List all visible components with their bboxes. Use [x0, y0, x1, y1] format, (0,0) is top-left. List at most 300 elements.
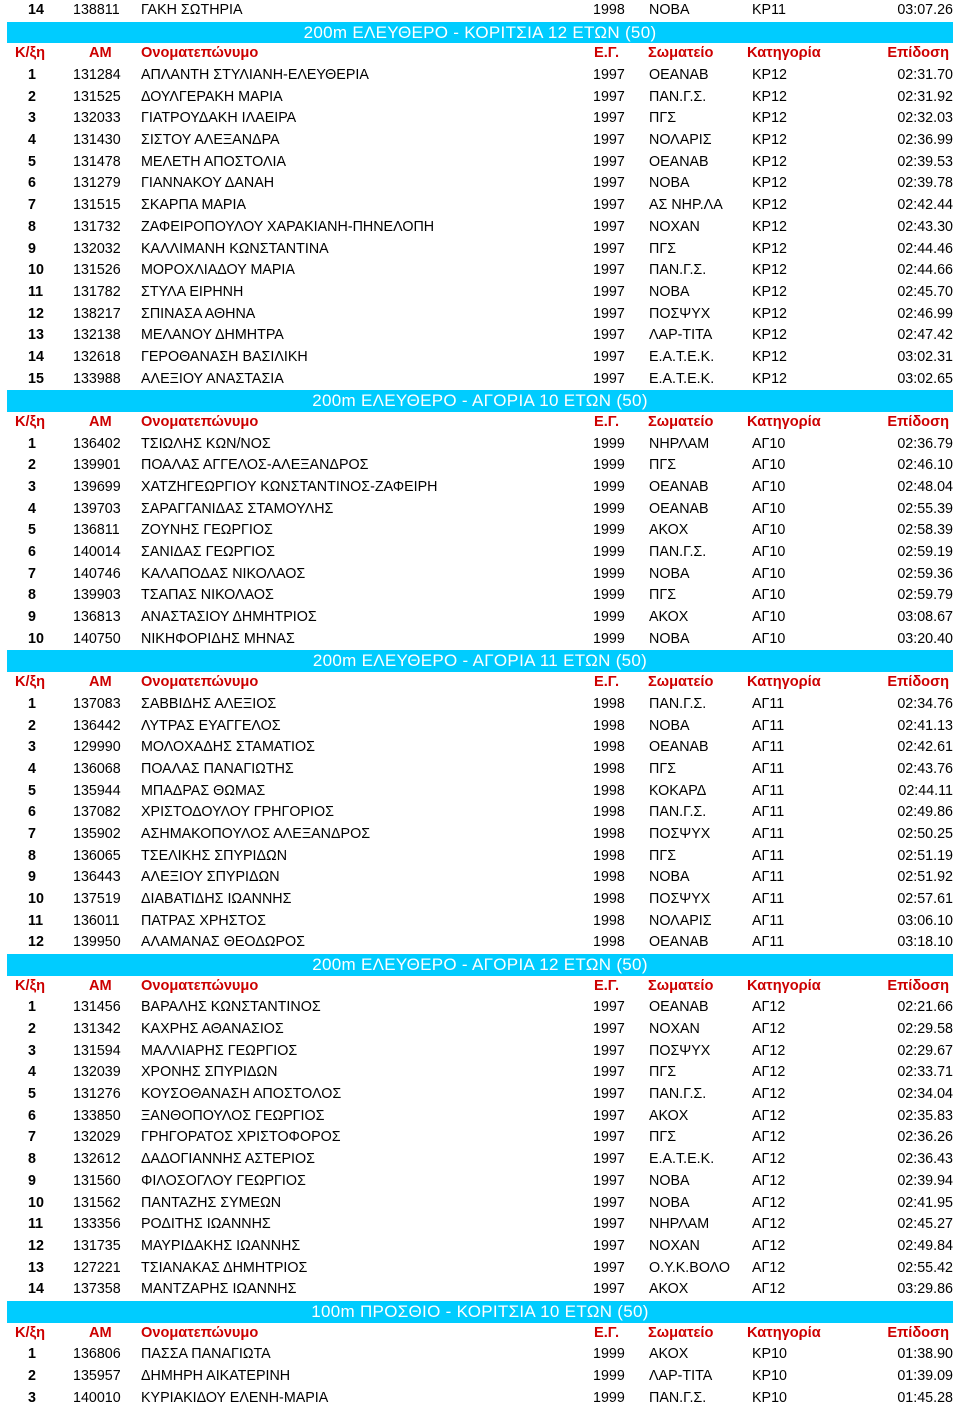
cell-rank: 10	[28, 630, 44, 647]
cell-year: 1999	[593, 457, 625, 474]
cell-category: ΑΓ11	[752, 890, 785, 907]
cell-club: ΝΟΒΑ	[649, 1194, 690, 1211]
cell-name: ΚΥΡΙΑΚΙΔΟΥ ΕΛΕΝΗ-ΜΑΡΙΑ	[141, 1389, 329, 1406]
cell-club: ΟΕΑΝΑΒ	[649, 479, 709, 495]
cell-year: 1998	[593, 760, 625, 777]
cell-am: 131430	[73, 132, 121, 149]
cell-year: 1997	[593, 262, 625, 279]
table-row	[7, 173, 953, 195]
cell-name: ΔΑΔΟΓΙΑΝΝΗΣ ΑΣΤΕΡΙΟΣ	[141, 1151, 315, 1168]
cell-club: ΝΟΒΑ	[649, 175, 690, 192]
cell-rank: 7	[28, 565, 36, 582]
cell-club: ΑΚΟΧ	[649, 1107, 689, 1124]
table-row	[7, 1258, 953, 1280]
table-row	[7, 499, 953, 521]
header-rank: Κ/ξη	[15, 1324, 46, 1341]
cell-category: ΑΓ10	[752, 500, 786, 517]
header-name: Ονοματεπώνυμο	[141, 413, 259, 430]
table-row	[7, 607, 953, 629]
cell-rank: 1	[28, 67, 36, 84]
cell-performance: 02:36.26	[897, 1129, 953, 1146]
cell-club: ΝΟΧΑΝ	[649, 1237, 700, 1254]
cell-am: 136806	[73, 1346, 121, 1363]
cell-category: ΑΓ12	[752, 1086, 786, 1103]
cell-rank: 9	[28, 240, 36, 257]
cell-performance: 02:49.86	[897, 804, 953, 821]
cell-category: ΚΡ10	[752, 1367, 787, 1384]
cell-performance: 02:55.39	[897, 500, 953, 517]
cell-club: ΑΣ ΝΗΡ.ΛΑ	[649, 197, 723, 214]
cell-year: 1999	[593, 609, 625, 626]
cell-category: ΚΡ12	[752, 305, 787, 322]
cell-name: ΜΑΥΡΙΔΑΚΗΣ ΙΩΑΝΝΗΣ	[141, 1237, 301, 1254]
header-year: Ε.Γ.	[594, 1324, 620, 1341]
cell-year: 1997	[593, 197, 625, 214]
table-row	[7, 434, 953, 456]
cell-rank: 1	[28, 999, 36, 1016]
cell-year: 1998	[593, 890, 625, 907]
cell-rank: 12	[28, 1237, 44, 1254]
cell-year: 1997	[593, 1216, 625, 1233]
cell-year: 1997	[593, 348, 625, 365]
cell-name: ΑΣΗΜΑΚΟΠΟΥΛΟΣ ΑΛΕΞΑΝΔΡΟΣ	[141, 825, 371, 842]
table-row	[7, 1236, 953, 1258]
table-row	[7, 1084, 953, 1106]
header-name: Ονοματεπώνυμο	[141, 977, 259, 994]
cell-performance: 02:59.19	[897, 544, 953, 561]
table-row	[7, 520, 953, 542]
cell-rank: 8	[28, 847, 36, 864]
cell-rank: 5	[28, 782, 36, 799]
cell-am: 132039	[73, 1064, 121, 1081]
cell-club: Ε.Α.Τ.Ε.Κ.	[649, 348, 715, 365]
cell-performance: 02:55.42	[897, 1259, 953, 1276]
cell-category: ΑΓ12	[752, 1107, 786, 1124]
event-title: 200m ΕΛΕΥΘΕΡΟ - ΚΟΡΙΤΣΙΑ 12 ΕΤΩΝ (50)	[7, 22, 953, 44]
cell-rank: 7	[28, 197, 36, 214]
cell-club: ΑΚΟΧ	[649, 609, 689, 626]
cell-performance: 02:58.39	[897, 522, 953, 539]
cell-name: ΧΑΤΖΗΓΕΩΡΓΙΟΥ ΚΩΝΣΤΑΝΤΙΝΟΣ-ΖΑΦΕΙΡΗ	[141, 479, 438, 495]
cell-rank: 8	[28, 1151, 36, 1168]
cell-name: ΓΙΑΤΡΟΥΔΑΚΗ ΙΛΑΕΙΡΑ	[141, 110, 297, 127]
cell-am: 131456	[73, 999, 121, 1016]
cell-club: ΠΓΣ	[649, 457, 677, 474]
column-header-row	[7, 976, 953, 998]
cell-rank: 11	[28, 912, 44, 929]
header-category: Κατηγορία	[747, 45, 821, 62]
cell-name: ΒΑΡΑΛΗΣ ΚΩΝΣΤΑΝΤΙΝΟΣ	[141, 999, 321, 1016]
cell-club: ΚΟΚΑΡΔ	[649, 782, 707, 799]
cell-name: ΠΑΤΡΑΣ ΧΡΗΣΤΟΣ	[141, 912, 267, 929]
cell-club: ΛΑΡ-ΤΙΤΑ	[649, 327, 713, 344]
cell-name: ΑΠΛΑΝΤΗ ΣΤΥΛΙΑΝΗ-ΕΛΕΥΘΕΡΙΑ	[141, 67, 369, 84]
cell-name: ΚΑΛΑΠΟΔΑΣ ΝΙΚΟΛΑΟΣ	[141, 565, 306, 582]
cell-name: ΑΛΕΞΙΟΥ ΣΠΥΡΙΔΩΝ	[141, 869, 280, 886]
cell-category: ΑΓ11	[752, 847, 785, 864]
cell-name: ΑΝΑΣΤΑΣΙΟΥ ΔΗΜΗΤΡΙΟΣ	[141, 609, 317, 626]
header-club: Σωματείο	[648, 45, 714, 62]
cell-name: ΔΟΥΛΓΕΡΑΚΗ ΜΑΡΙΑ	[141, 88, 283, 105]
cell-category: ΚΡ12	[752, 110, 787, 127]
cell-year: 1997	[593, 1086, 625, 1103]
cell-category: ΚΡ12	[752, 262, 787, 279]
cell-category: ΑΓ10	[752, 479, 786, 495]
cell-rank: 7	[28, 825, 36, 842]
cell-am: 133988	[73, 370, 121, 387]
cell-category: ΑΓ11	[752, 739, 785, 756]
cell-rank: 8	[28, 587, 36, 604]
cell-performance: 02:43.30	[897, 218, 953, 235]
cell-am: 132138	[73, 327, 121, 344]
cell-performance: 02:31.70	[897, 67, 953, 84]
table-row	[7, 781, 953, 803]
cell-club: ΑΚΟΧ	[649, 1281, 689, 1298]
cell-name: ΣΑΒΒΙΔΗΣ ΑΛΕΞΙΟΣ	[141, 695, 277, 712]
cell-performance: 02:36.79	[897, 435, 953, 452]
cell-name: ΣΚΑΡΠΑ ΜΑΡΙΑ	[141, 197, 246, 214]
cell-year: 1997	[593, 132, 625, 149]
cell-rank: 5	[28, 1086, 36, 1103]
cell-club: ΠΓΣ	[649, 847, 677, 864]
cell-rank: 7	[28, 1129, 36, 1146]
cell-club: ΝΗΡΛΑΜ	[649, 435, 710, 452]
table-row	[7, 1344, 953, 1366]
cell-year: 1998	[593, 825, 625, 842]
cell-am: 131594	[73, 1042, 121, 1059]
cell-club: ΠΟΣΨΥΧ	[649, 305, 711, 322]
cell-am: 131560	[73, 1172, 121, 1189]
cell-category: ΑΓ10	[752, 609, 786, 626]
header-year: Ε.Γ.	[594, 413, 620, 430]
cell-club: ΝΟΒΑ	[649, 1172, 690, 1189]
cell-performance: 03:08.67	[897, 609, 953, 626]
cell-year: 1997	[593, 1259, 625, 1276]
cell-rank: 11	[28, 283, 44, 300]
cell-rank: 10	[28, 262, 44, 279]
cell-name: ΖΑΦΕΙΡΟΠΟΥΛΟΥ ΧΑΡΑΚΙΑΝΗ-ΠΗΝΕΛΟΠΗ	[141, 218, 435, 235]
cell-year: 1998	[593, 804, 625, 821]
cell-year: 1997	[593, 153, 625, 170]
header-rank: Κ/ξη	[15, 413, 46, 430]
cell-club: ΑΚΟΧ	[649, 522, 689, 539]
event-title: 100m ΠΡΟΣΘΙΟ - ΚΟΡΙΤΣΙΑ 10 ΕΤΩΝ (50)	[7, 1301, 953, 1323]
cell-rank: 3	[28, 739, 36, 756]
cell-category: ΑΓ12	[752, 1237, 786, 1254]
cell-am: 132612	[73, 1151, 121, 1168]
cell-category: ΚΡ12	[752, 370, 787, 387]
table-row	[7, 564, 953, 586]
cell-category: ΑΓ10	[752, 565, 786, 582]
cell-am: 139699	[73, 479, 121, 495]
cell-club: ΟΕΑΝΑΒ	[649, 739, 709, 756]
cell-club: ΛΑΡ-ΤΙΤΑ	[649, 1367, 713, 1384]
cell-rank: 1	[28, 435, 36, 452]
cell-club: ΝΟΒΑ	[649, 2, 690, 18]
cell-am: 135944	[73, 782, 121, 799]
cell-rank: 14	[28, 1281, 44, 1298]
table-row	[7, 846, 953, 868]
cell-am: 136813	[73, 609, 121, 626]
cell-category: ΑΓ12	[752, 1064, 786, 1081]
cell-club: ΝΟΧΑΝ	[649, 1021, 700, 1038]
cell-name: ΧΡΟΝΗΣ ΣΠΥΡΙΔΩΝ	[141, 1064, 278, 1081]
cell-am: 136402	[73, 435, 121, 452]
header-am: ΑΜ	[89, 674, 112, 691]
table-row	[7, 542, 953, 564]
cell-year: 1997	[593, 327, 625, 344]
cell-club: Ε.Α.Τ.Ε.Κ.	[649, 370, 715, 387]
cell-year: 1998	[593, 739, 625, 756]
cell-category: ΑΓ12	[752, 1151, 786, 1168]
cell-year: 1997	[593, 1107, 625, 1124]
cell-category: ΑΓ12	[752, 1194, 786, 1211]
header-year: Ε.Γ.	[594, 674, 620, 691]
cell-performance: 02:41.13	[897, 717, 953, 734]
cell-am: 132032	[73, 240, 121, 257]
cell-rank: 2	[28, 1021, 36, 1038]
cell-club: ΟΕΑΝΑΒ	[649, 500, 709, 517]
cell-am: 139703	[73, 500, 121, 517]
cell-am: 138217	[73, 305, 121, 322]
cell-performance: 02:51.19	[897, 847, 953, 864]
cell-rank: 6	[28, 544, 36, 561]
cell-year: 1998	[593, 912, 625, 929]
cell-club: ΟΕΑΝΑΒ	[649, 934, 709, 951]
table-row	[7, 325, 953, 347]
cell-rank: 14	[28, 348, 44, 365]
cell-name: ΦΙΛΟΣΟΓΛΟΥ ΓΕΩΡΓΙΟΣ	[141, 1172, 306, 1189]
header-club: Σωματείο	[648, 413, 714, 430]
cell-am: 137519	[73, 890, 121, 907]
cell-name: ΤΣΕΛΙΚΗΣ ΣΠΥΡΙΔΩΝ	[141, 847, 288, 864]
table-row	[7, 130, 953, 152]
cell-year: 1997	[593, 305, 625, 322]
cell-performance: 02:42.44	[897, 197, 953, 214]
cell-performance: 02:44.46	[897, 240, 953, 257]
table-row	[7, 152, 953, 174]
header-club: Σωματείο	[648, 977, 714, 994]
cell-name: ΤΣΑΠΑΣ ΝΙΚΟΛΑΟΣ	[141, 587, 274, 604]
table-row	[7, 217, 953, 239]
cell-rank: 13	[28, 327, 44, 344]
cell-am: 139903	[73, 587, 121, 604]
cell-category: ΑΓ12	[752, 1172, 786, 1189]
cell-year: 1997	[593, 370, 625, 387]
cell-year: 1997	[593, 175, 625, 192]
cell-performance: 02:41.95	[897, 1194, 953, 1211]
cell-am: 132033	[73, 110, 121, 127]
cell-year: 1997	[593, 1281, 625, 1298]
cell-performance: 02:47.42	[897, 327, 953, 344]
cell-performance: 02:44.11	[898, 782, 953, 799]
cell-performance: 02:32.03	[897, 110, 953, 127]
cell-rank: 8	[28, 218, 36, 235]
cell-year: 1999	[593, 435, 625, 452]
header-category: Κατηγορία	[747, 1324, 821, 1341]
cell-year: 1998	[593, 847, 625, 864]
cell-club: ΠΟΣΨΥΧ	[649, 890, 711, 907]
cell-year: 1997	[593, 1129, 625, 1146]
header-performance: Επίδοση	[887, 977, 949, 994]
cell-am: 136011	[73, 912, 120, 929]
cell-rank: 2	[28, 717, 36, 734]
cell-club: ΟΕΑΝΑΒ	[649, 67, 709, 84]
cell-am: 137358	[73, 1281, 121, 1298]
cell-category: ΑΓ12	[752, 999, 786, 1016]
cell-rank: 3	[28, 479, 36, 495]
cell-name: ΝΙΚΗΦΟΡΙΔΗΣ ΜΗΝΑΣ	[141, 630, 295, 647]
cell-performance: 03:29.86	[897, 1281, 953, 1298]
cell-name: ΔΙΑΒΑΤΙΔΗΣ ΙΩΑΝΝΗΣ	[141, 890, 292, 907]
cell-category: ΑΓ12	[752, 1021, 786, 1038]
cell-am: 140014	[73, 544, 121, 561]
cell-name: ΞΑΝΘΟΠΟΥΛΟΣ ΓΕΩΡΓΙΟΣ	[141, 1107, 325, 1124]
cell-name: ΣΠΙΝΑΣΑ ΑΘΗΝΑ	[141, 305, 256, 322]
cell-year: 1997	[593, 1237, 625, 1254]
cell-name: ΜΑΛΛΙΑΡΗΣ ΓΕΩΡΓΙΟΣ	[141, 1042, 298, 1059]
cell-name: ΚΑΛΛΙΜΑΝΗ ΚΩΝΣΤΑΝΤΙΝΑ	[141, 240, 329, 257]
event-title: 200m ΕΛΕΥΘΕΡΟ - ΑΓΟΡΙΑ 10 ΕΤΩΝ (50)	[7, 390, 953, 412]
table-row	[7, 824, 953, 846]
cell-name: ΖΟΥΝΗΣ ΓΕΩΡΓΙΟΣ	[141, 522, 273, 539]
cell-year: 1999	[593, 500, 625, 517]
cell-rank: 6	[28, 175, 36, 192]
table-row	[7, 108, 953, 130]
cell-performance: 02:45.27	[897, 1216, 953, 1233]
cell-category: ΚΡ12	[752, 88, 787, 105]
cell-rank: 15	[28, 370, 44, 387]
header-performance: Επίδοση	[887, 413, 949, 430]
header-am: ΑΜ	[89, 977, 112, 994]
cell-category: ΚΡ10	[752, 1389, 787, 1406]
cell-category: ΑΓ11	[752, 934, 785, 951]
header-am: ΑΜ	[89, 413, 112, 430]
cell-year: 1997	[593, 1064, 625, 1081]
table-row	[7, 867, 953, 889]
cell-rank: 6	[28, 1107, 36, 1124]
cell-am: 136068	[73, 760, 121, 777]
cell-am: 137083	[73, 695, 121, 712]
cell-category: ΑΓ11	[752, 695, 785, 712]
cell-am: 131478	[73, 153, 121, 170]
column-header-row	[7, 1323, 953, 1345]
table-row	[7, 716, 953, 738]
cell-rank: 5	[28, 522, 36, 539]
cell-year: 1999	[593, 587, 625, 604]
cell-name: ΛΥΤΡΑΣ ΕΥΑΓΓΕΛΟΣ	[141, 717, 281, 734]
cell-rank: 2	[28, 88, 36, 105]
cell-category: ΑΓ10	[752, 630, 786, 647]
cell-club: ΠΓΣ	[649, 587, 677, 604]
cell-name: ΣΙΣΤΟΥ ΑΛΕΞΑΝΔΡΑ	[141, 132, 280, 149]
cell-rank: 13	[28, 1259, 44, 1276]
cell-performance: 02:46.99	[897, 305, 953, 322]
cell-name: ΑΛΕΞΙΟΥ ΑΝΑΣΤΑΣΙΑ	[141, 370, 284, 387]
cell-club: ΝΟΒΑ	[649, 283, 690, 300]
cell-name: ΜΟΡΟΧΛΙΑΔΟΥ ΜΑΡΙΑ	[141, 262, 295, 279]
cell-performance: 02:59.36	[897, 565, 953, 582]
cell-rank: 12	[28, 305, 44, 322]
table-row	[7, 1279, 953, 1301]
cell-club: ΝΟΒΑ	[649, 630, 690, 647]
cell-am: 135902	[73, 825, 121, 842]
cell-am: 131732	[73, 218, 121, 235]
cell-year: 1998	[593, 934, 625, 951]
cell-category: ΚΡ12	[752, 327, 787, 344]
cell-club: ΠΓΣ	[649, 1129, 677, 1146]
table-row	[7, 455, 953, 477]
cell-performance: 02:44.66	[897, 262, 953, 279]
cell-club: ΝΟΒΑ	[649, 869, 690, 886]
cell-performance: 02:36.43	[897, 1151, 953, 1168]
cell-name: ΓΡΗΓΟΡΑΤΟΣ ΧΡΙΣΤΟΦΟΡΟΣ	[141, 1129, 341, 1146]
header-year: Ε.Γ.	[594, 45, 620, 62]
cell-rank: 14	[28, 2, 44, 18]
cell-club: ΠΑΝ.Γ.Σ.	[649, 804, 707, 821]
cell-category: ΑΓ12	[752, 1281, 786, 1298]
cell-rank: 12	[28, 934, 44, 951]
cell-category: ΚΡ12	[752, 197, 787, 214]
cell-club: Ε.Α.Τ.Ε.Κ.	[649, 1151, 715, 1168]
cell-category: ΑΓ10	[752, 522, 786, 539]
cell-rank: 10	[28, 1194, 44, 1211]
cell-year: 1998	[593, 2, 625, 18]
header-rank: Κ/ξη	[15, 977, 46, 994]
cell-rank: 2	[28, 1367, 36, 1384]
table-row	[7, 347, 953, 369]
cell-rank: 5	[28, 153, 36, 170]
cell-category: ΑΓ12	[752, 1129, 786, 1146]
cell-rank: 3	[28, 1042, 36, 1059]
cell-rank: 4	[28, 132, 36, 149]
table-row	[7, 87, 953, 109]
cell-club: ΟΕΑΝΑΒ	[649, 153, 709, 170]
cell-category: ΚΡ12	[752, 218, 787, 235]
cell-am: 132618	[73, 348, 121, 365]
cell-year: 1997	[593, 240, 625, 257]
cell-year: 1997	[593, 88, 625, 105]
header-name: Ονοματεπώνυμο	[141, 674, 259, 691]
cell-performance: 02:29.67	[897, 1042, 953, 1059]
cell-club: ΠΟΣΨΥΧ	[649, 1042, 711, 1059]
cell-name: ΓΕΡΟΘΑΝΑΣΗ ΒΑΣΙΛΙΚΗ	[141, 348, 308, 365]
cell-club: ΑΚΟΧ	[649, 1346, 689, 1363]
cell-rank: 4	[28, 500, 36, 517]
cell-name: ΤΣΙΩΛΗΣ ΚΩΝ/ΝΟΣ	[141, 435, 271, 452]
header-club: Σωματείο	[648, 1324, 714, 1341]
table-row	[7, 932, 953, 954]
cell-category: ΑΓ10	[752, 587, 786, 604]
cell-name: ΓΙΑΝΝΑΚΟΥ ΔΑΝΑΗ	[141, 175, 275, 192]
table-row	[7, 911, 953, 933]
event-title: 200m ΕΛΕΥΘΕΡΟ - ΑΓΟΡΙΑ 12 ΕΤΩΝ (50)	[7, 954, 953, 976]
cell-rank: 11	[28, 1216, 44, 1233]
cell-club: ΝΟΒΑ	[649, 717, 690, 734]
table-row	[7, 477, 953, 499]
cell-category: ΑΓ11	[752, 804, 785, 821]
cell-am: 131279	[73, 175, 121, 192]
cell-name: ΠΑΣΣΑ ΠΑΝΑΓΙΩΤΑ	[141, 1346, 271, 1363]
table-row	[7, 585, 953, 607]
cell-rank: 9	[28, 1172, 36, 1189]
cell-club: ΠΑΝ.Γ.Σ.	[649, 1389, 707, 1406]
cell-performance: 02:39.53	[897, 153, 953, 170]
cell-name: ΚΑΧΡΗΣ ΑΘΑΝΑΣΙΟΣ	[141, 1021, 284, 1038]
cell-category: ΑΓ10	[752, 544, 786, 561]
table-row	[7, 802, 953, 824]
cell-category: ΑΓ11	[752, 760, 785, 777]
